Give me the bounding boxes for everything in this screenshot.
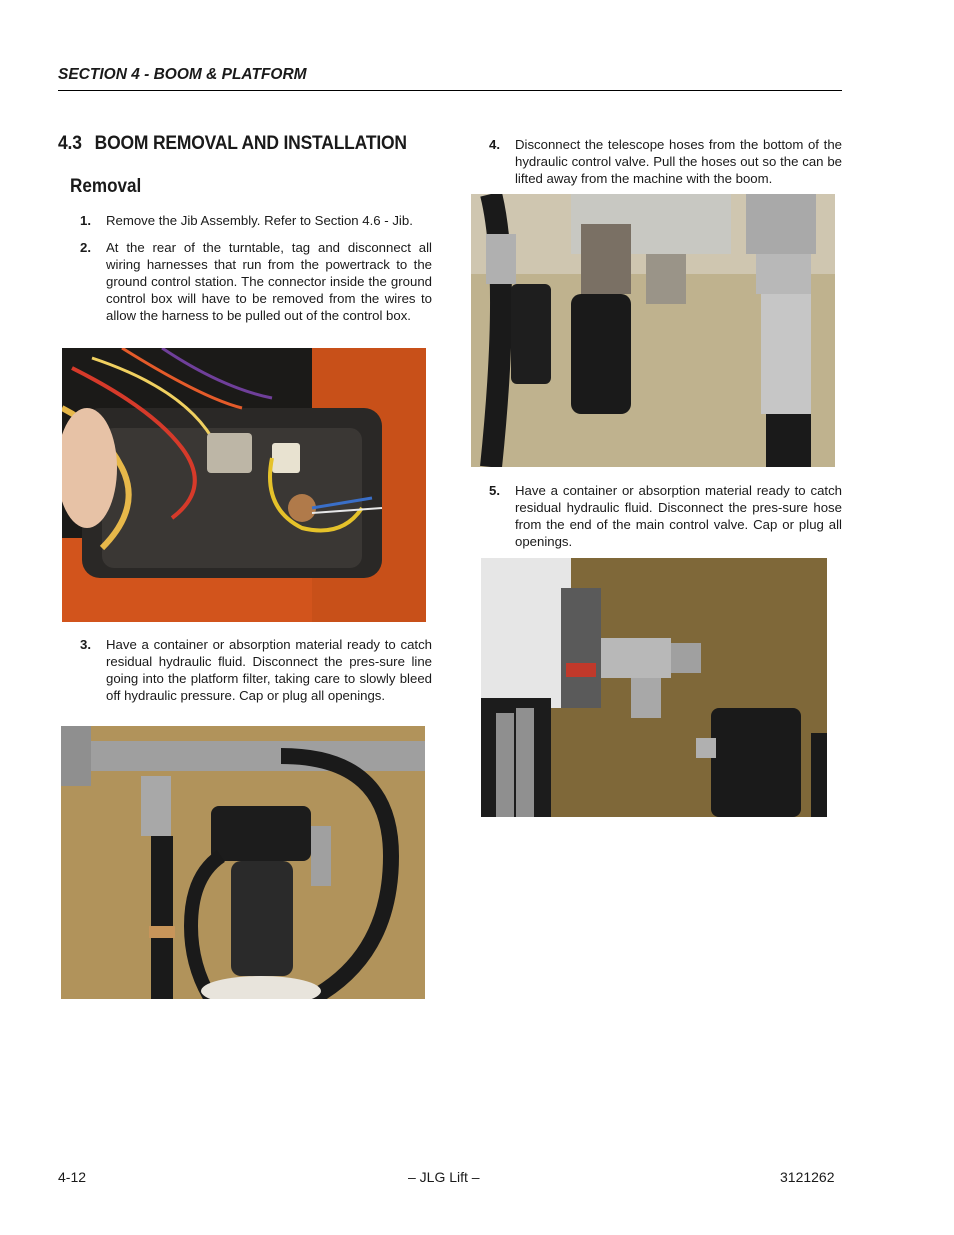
step-2: [80, 239, 432, 324]
step-text: Have a container or absorption material ready to catch residual hydraulic fluid. Disconnect the pres-sure line going into the platform filter, taking care to slowly bleed off hydraulic pressure. Cap or plug all openings.: [106, 637, 432, 703]
photo-ground-control-box-wiring: [62, 348, 426, 622]
step-5: [489, 482, 842, 550]
footer-doc-number: 3121262: [780, 1169, 835, 1185]
step-text: Have a container or absorption material ready to catch residual hydraulic fluid. Disconnect the pres-sure hose from the end of the main control valve. Cap or plug all openings.: [515, 483, 842, 549]
step-text: Disconnect the telescope hoses from the bottom of the hydraulic control valve. Pull the hoses out so the can be lifted away from the machine with the boom.: [515, 137, 842, 186]
step-text: Remove the Jib Assembly. Refer to Section 4.6 - Jib.: [106, 213, 413, 228]
step-1: [80, 212, 432, 229]
section-heading: [58, 133, 407, 155]
step-4: [489, 136, 842, 187]
heading-title: BOOM REMOVAL AND INSTALLATION: [94, 133, 407, 154]
subheading-removal: Removal: [70, 176, 142, 197]
photo-telescope-hoses: [471, 194, 835, 467]
step-number: 5.: [489, 483, 500, 498]
step-number: 4.: [489, 137, 500, 152]
step-number: 3.: [80, 637, 91, 652]
step-number: 1.: [80, 213, 91, 228]
footer-center: – JLG Lift –: [408, 1169, 480, 1185]
step-text: At the rear of the turntable, tag and disconnect all wiring harnesses that run from the powertrack to the ground control station. The connector inside the ground control box will have to be removed from the wires to allow the harness to be pulled out of the control box.: [106, 240, 432, 323]
photo-main-control-valve: [481, 558, 827, 817]
section-header: SECTION 4 - BOOM & PLATFORM: [58, 66, 842, 91]
photo-platform-filter: [61, 726, 425, 999]
step-3: [80, 636, 432, 704]
footer-page-number: 4-12: [58, 1169, 87, 1185]
heading-number: 4.3: [58, 133, 82, 154]
step-number: 2.: [80, 240, 91, 255]
